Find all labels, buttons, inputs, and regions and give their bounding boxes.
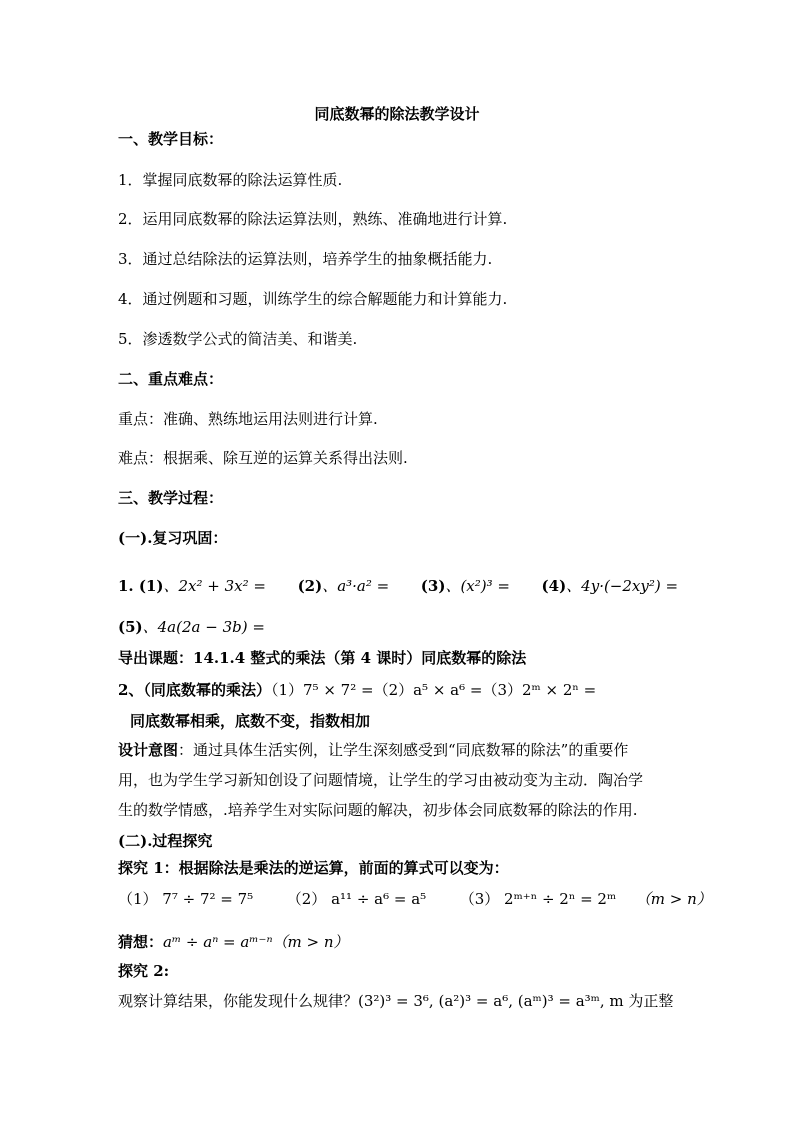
objective-item-2: 2．运用同底数幂的除法运算法则，熟练、准确地进行计算. xyxy=(118,210,508,228)
objective-item-3: 3．通过总结除法的运算法则，培养学生的抽象概括能力. xyxy=(118,250,493,268)
explore-1: 探究 1：根据除法是乘法的逆运算，前面的算式可以变为： xyxy=(118,859,509,877)
q1-label-3: (3) xyxy=(420,577,446,595)
q5-label: (5) xyxy=(118,618,143,636)
design-intent-label: 设计意图 xyxy=(118,741,179,759)
explore-heading: (二).过程探究 xyxy=(118,832,213,850)
design-intent-line-3: 生的数学情感，.培养学生对实际问题的解决，初步体会同底数幂的除法的作用. xyxy=(118,801,638,819)
q5-expr: 、4a(2a − 3b) = xyxy=(142,618,265,636)
objective-item-5: 5．渗透数学公式的简洁美、和谐美. xyxy=(118,330,358,348)
objective-item-4: 4．通过例题和习题，训练学生的综合解题能力和计算能力. xyxy=(118,290,508,308)
q2-label: 2、（同底数幂的乘法） xyxy=(118,681,271,699)
review-heading: (一).复习巩固： xyxy=(118,529,228,547)
lead-in-topic: 导出课题：14.1.4 整式的乘法（第 4 课时）同底数幂的除法 xyxy=(118,649,527,667)
q1-expr-1: 、2x² + 3x² = xyxy=(163,577,266,595)
objective-item-1: 1．掌握同底数幂的除法运算性质. xyxy=(118,171,343,189)
review-question-2 xyxy=(118,680,596,700)
review-question-5 xyxy=(118,617,265,637)
q1-expr-4: 、4y·(−2xy²) = xyxy=(566,577,679,595)
section-heading-process: 三、教学过程： xyxy=(118,489,224,507)
key-point: 重点：准确、熟练地运用法则进行计算. xyxy=(118,410,378,428)
multiplication-rule: 同底数幂相乘，底数不变，指数相加 xyxy=(130,712,371,730)
explore-2: 探究 2: xyxy=(118,962,170,980)
q1-label-2: (2) xyxy=(297,577,323,595)
design-intent-line-2: 用，也为学生学习新知创设了问题情境，让学生的学习由被动变为主动．陶冶学 xyxy=(118,771,644,789)
design-intent-line-1 xyxy=(118,740,628,760)
conjecture xyxy=(118,932,349,952)
q1-expr-2: 、a³·a² = xyxy=(322,577,390,595)
document-title: 同底数幂的除法教学设计 xyxy=(314,105,480,123)
q2-part-1: （1）7⁵ × 7² = xyxy=(270,681,374,699)
equation-1: （1） 7⁷ ÷ 7² = 7⁵ xyxy=(118,890,254,908)
q2-part-3: （3）2ᵐ × 2ⁿ = xyxy=(482,681,597,699)
equation-2: （2） a¹¹ ÷ a⁶ = a⁵ xyxy=(286,890,427,908)
q2-part-2: （2）a⁵ × a⁶ = xyxy=(373,681,483,699)
conjecture-expr: aᵐ ÷ aⁿ = aᵐ⁻ⁿ xyxy=(163,933,273,951)
q1-expr-3: 、(x²)³ = xyxy=(445,577,510,595)
section-heading-key-points: 二、重点难点： xyxy=(118,370,224,388)
section-heading-objectives: 一、教学目标： xyxy=(118,130,224,148)
conjecture-condition: （m > n） xyxy=(272,933,349,951)
observe-line: 观察计算结果，你能发现什么规律？(3²)³ = 3⁶, (a²)³ = a⁶, (aᵐ)³ = a³ᵐ, m 为正整 xyxy=(118,992,674,1010)
design-intent-text-1: ：通过具体生活实例，让学生深刻感受到“同底数幂的除法”的重要作 xyxy=(178,741,629,759)
conjecture-label: 猜想： xyxy=(118,933,164,951)
q1-label-4: (4) xyxy=(541,577,567,595)
difficult-point: 难点：根据乘、除互逆的运算关系得出法则. xyxy=(118,449,408,467)
review-question-1 xyxy=(118,576,678,596)
equation-condition: （m > n） xyxy=(635,890,712,908)
q1-label: 1. (1) xyxy=(118,577,164,595)
equation-3: （3） 2ᵐ⁺ⁿ ÷ 2ⁿ = 2ᵐ xyxy=(459,890,617,908)
explore-1-equations xyxy=(118,889,712,909)
